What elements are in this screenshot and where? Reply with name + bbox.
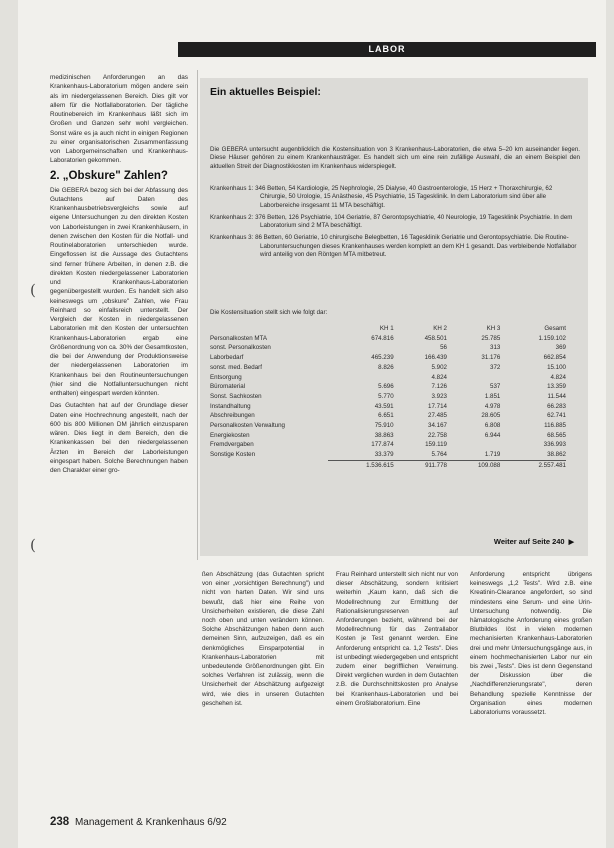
text-column-center: ßen Abschätzung (das Gutachten spricht von einer „vorsichtigen Berechnung") und nicht von harten Daten. Wir sind uns bewußt, daß hier eine Reihe von Unsicherheiten existieren, die diese Zahl noch oben und unten verändern können. Solche Abschätzungen haben denn auch demeinen Sinn, aufzuzeigen, daß es ein denkmögliches Einsparpotential in Krankenhaus-Laboratorien mit unbedeutende Größenordnungen gibt. Ein solches Verfahren ist zulässig, wenn die Unsicherheit der Abschätzung aufgezeigt wird, wie dies in unseren Gutachten geschehen ist. bbox=[202, 571, 324, 707]
cost-value: 369 bbox=[555, 344, 566, 352]
column-divider bbox=[197, 70, 198, 560]
row-label: Abschreibungen bbox=[210, 412, 255, 420]
cost-value: 674.816 bbox=[371, 334, 394, 342]
cost-value: 6.651 bbox=[378, 412, 394, 420]
cost-value bbox=[328, 343, 394, 353]
cost-value: 159.119 bbox=[425, 441, 447, 449]
cost-value: 116.885 bbox=[544, 422, 566, 430]
box-title: Ein aktuelles Beispiel: bbox=[210, 86, 321, 98]
table-header-cell: KH 2 bbox=[433, 325, 447, 332]
cost-value: 5.770 bbox=[378, 392, 394, 400]
cost-value: 62.741 bbox=[547, 412, 566, 420]
cost-value: 465.239 bbox=[371, 354, 394, 362]
cost-value: 4.978 bbox=[484, 402, 501, 410]
row-label: Instandhaltung bbox=[210, 402, 251, 410]
continuation-text: Weiter auf Seite 240 bbox=[493, 537, 565, 546]
text-column-far-right: Anforderung entspricht übrigens keineswegs „1,2 Tests". Wird z.B. eine Kreatinin-Clearance angefordert, so sind mindestens eine Serum- und eine Urin-Untersuchung notwendig. Die hämatologische Anforderung eines großen Blutbildes löst in vielen modernen mechanisierten Krankenhaus-Laboratorien drei und mehr Untersuchungsgänge aus, in einem hochmechanisierten Labor nur ein bis zwei „Tests". Dies ist denn Gegenstand der Diskussion über die „Nachdifferenzierungsrate", deren Behandlung spezielle Kenntnisse der Organisation eines modernen Laboratoriums voraussetzt. bbox=[470, 571, 592, 717]
row-label: Personalkosten MTA bbox=[210, 334, 267, 342]
journal-name: Management & Krankenhaus 6/92 bbox=[74, 817, 227, 828]
box-intro: Die GEBERA untersucht augenblicklich die Kostensituation von 3 Krankenhaus-Laboratorien, die etwa 5–20 km auseinander liegen. Diese Häuser gehören zu einem Krankenhausträger. Es handelt sich um eine rein zufällige Auswahl, die an einem Beispiel den aktuellen Streit der Diagnostikkosten im Krankenhaus widerspiegelt. bbox=[210, 146, 580, 170]
cost-value: 25.785 bbox=[481, 334, 501, 342]
cost-value: 43.591 bbox=[374, 402, 394, 410]
cost-value: 313 bbox=[490, 344, 501, 352]
section-heading: 2. „Obskure" Zahlen? bbox=[50, 169, 168, 182]
table-row bbox=[210, 373, 566, 383]
table-header-cell: KH 1 bbox=[379, 325, 394, 332]
table-header-row bbox=[210, 324, 566, 334]
cost-value: 34.167 bbox=[428, 422, 447, 430]
cost-value: 6.808 bbox=[484, 422, 501, 430]
hospital-entry bbox=[210, 214, 580, 231]
table-row bbox=[210, 450, 566, 460]
cost-value: 5.696 bbox=[378, 383, 394, 391]
hospital-entry bbox=[210, 185, 580, 210]
cost-value: 17.714 bbox=[428, 402, 447, 410]
punch-hole-mark: ( bbox=[30, 536, 36, 554]
cost-value: 458.501 bbox=[424, 334, 447, 342]
table-row bbox=[210, 392, 566, 402]
total-value: 1.536.615 bbox=[328, 460, 394, 470]
row-label: Sonst. Sachkosten bbox=[210, 392, 262, 400]
row-label: Laborbedarf bbox=[210, 354, 244, 362]
cost-value: 4.824 bbox=[550, 373, 566, 381]
cost-value bbox=[447, 440, 500, 450]
intro-paragraph: medizinischen Anforderungen an das Krankenhaus-Laboratorium mögen andere sein als im niedergelassenen Bereich. Dies gilt vor allem für die Notfallaboratorien. Der tägliche Routinebereich im Krankenhaus läßt sich im Großen und Ganzen sehr wohl vergleichen. Sonst wäre es ja auch nicht in einigen Regionen zu einer organisatorischen Zusammenfassung von Laborgemeinschaften und Krankenhaus-Laboratorien gekommen. bbox=[50, 74, 188, 165]
cost-value: 68.565 bbox=[547, 431, 566, 439]
hospital-text: 346 Betten, 54 Kardiologie, 25 Nephrologie, 25 Dialyse, 40 Gastroenterologie, 15 Herz + Thoraxchirurgie, 62 Chirurgie, 50 Urologie, 15 Anästhesie, 45 Psychiatrie, 15 Tagesklinik. In dem Laboratorium sind über alle Laborbereiche insgesamt 11 MTA beschäftigt. bbox=[255, 185, 553, 209]
table-row bbox=[210, 431, 566, 441]
table-row bbox=[210, 440, 566, 450]
cost-value bbox=[447, 373, 500, 383]
cost-value: 166.439 bbox=[424, 354, 447, 362]
table-header-cell: KH 3 bbox=[486, 325, 501, 332]
cost-value bbox=[328, 373, 394, 383]
cost-value: 5.764 bbox=[431, 451, 447, 459]
row-label: Personalkosten Verwaltung bbox=[210, 422, 285, 430]
hospital-list bbox=[210, 185, 580, 263]
continuation-note bbox=[494, 537, 574, 546]
total-row bbox=[210, 460, 566, 470]
hospital-text: 86 Betten, 60 Geriatrie, 10 chirurgische Belegbetten, 16 Tagesklinik Geriatrie und Gerontopsychiatrie. Die Routine-Laboruntersuchungen dieses Krankenhauses werden komplett an dem KH 1 gesandt. Das verbleibende Notfallabor wird anteilig von den Röntgen MTA mitbetreut. bbox=[255, 234, 577, 259]
row-label: Büromaterial bbox=[210, 383, 246, 391]
cost-value: 28.605 bbox=[481, 412, 501, 420]
table-row bbox=[210, 353, 566, 363]
cost-value: 1.851 bbox=[484, 392, 501, 400]
punch-hole-mark: ( bbox=[30, 281, 36, 299]
cost-value: 7.126 bbox=[431, 383, 447, 391]
hospital-label: Krankenhaus 3: bbox=[210, 234, 254, 242]
text-column-right: Frau Reinhard unterstellt sich nicht nur von dieser Abschätzung, sondern kritisiert weiterhin „Kaum kann, daß sich die Modellrechnung zur Ermittlung der Rationalisierungsreserven auf Anforderungen bezieht, während bei der Modellrechnung für das Zentrallabor Kosten je Test genannt werden. Eine Anforderung entspricht ca. 1,2 Tests". Dies ist unbedingt wiedergegeben und entspricht zudem einer begrifflichen Verwirrung. Direkt verglichen wurden in dem Gutachten z.B. die Durchschnittskosten pro Analyse bei Krankenhaus-Laboratorien und bei einem Großlaboratorium. Eine bbox=[336, 571, 458, 707]
body-paragraph: Die GEBERA bezog sich bei der Abfassung des Gutachtens auf Daten des Krankenhausbetriebsvergleichs sowie auf eigene Untersuchungen zu den direkten Kosten von Laborleistungen in zwei Krankenhäusern, in denen zwischen den Kosten für die Notfall- und Routinelaboratorien unterschieden wurde. Eingeflossen ist die Aussage des Gutachtens sind ferner frühere Arbeiten, in denen z.B. die direkten Kosten niedergelassener Laboratorien und Krankenhaus-Laboratorien gegenübergestellt wurden. Es handelt sich also keineswegs um „obskure" Zahlen, wie Frau Reinhard so einfallsreich unterstellt. Der Vergleich der Kosten in niedergelassenen Laboratorien mit den Kosten der untersuchten Krankenhaus-Laboratorien ergab eine Größenordnung von ca. 30% der Gesamtkosten, die bei der Anwendung der Produktionsweise der niedergelassenen Laboratorien im Krankenhaus bei den Routineuntersuchungen (hier sind die Notfalluntersuchungen nicht enthalten) eingespart werden könnten. bbox=[50, 186, 188, 397]
cost-value: 5.902 bbox=[431, 363, 447, 371]
table-row bbox=[210, 421, 566, 431]
total-label bbox=[210, 460, 328, 470]
row-label: Sonstige Kosten bbox=[210, 451, 256, 459]
cost-value: 662.854 bbox=[543, 354, 566, 362]
hospital-entry bbox=[210, 234, 580, 259]
table-caption: Die Kostensituation stellt sich wie folgt dar: bbox=[210, 309, 328, 316]
row-label: sonst. med. Bedarf bbox=[210, 363, 262, 371]
table-row bbox=[210, 382, 566, 392]
cost-value: 66.283 bbox=[547, 402, 566, 410]
cost-value: 336.993 bbox=[543, 441, 566, 449]
row-label: Energiekosten bbox=[210, 431, 250, 439]
total-value: 109.088 bbox=[447, 460, 500, 470]
left-column bbox=[50, 73, 188, 478]
cost-value: 3.923 bbox=[431, 392, 447, 400]
cost-value: 8.826 bbox=[378, 363, 394, 371]
row-label: sonst. Personalkosten bbox=[210, 344, 271, 352]
total-value: 911.778 bbox=[394, 460, 447, 470]
page-footer bbox=[50, 816, 227, 828]
table-header-cell bbox=[210, 324, 328, 334]
cost-value: 15.100 bbox=[547, 363, 566, 371]
section-banner: LABOR bbox=[178, 42, 596, 57]
cost-value: 6.944 bbox=[484, 431, 501, 439]
cost-value: 31.176 bbox=[481, 354, 501, 362]
cost-value: 177.874 bbox=[371, 441, 394, 449]
cost-value: 537 bbox=[490, 383, 501, 391]
row-label: Fremdvergaben bbox=[210, 441, 254, 449]
cost-value: 13.359 bbox=[547, 383, 566, 391]
hospital-text: 376 Betten, 126 Psychiatrie, 104 Geriatrie, 87 Gerontopsychiatrie, 40 Neurologie, 19 Tagesklinik Psychiatrie. In dem Laboratorium sind 2 MTA beschäftigt. bbox=[255, 213, 573, 230]
cost-value: 33.379 bbox=[374, 451, 394, 459]
table-row bbox=[210, 402, 566, 412]
cost-value: 38.863 bbox=[374, 431, 394, 439]
table-row bbox=[210, 343, 566, 353]
cost-value: 38.862 bbox=[547, 451, 566, 459]
cost-value: 4.824 bbox=[431, 373, 447, 381]
table-header-cell: Gesamt bbox=[544, 325, 566, 332]
hospital-label: Krankenhaus 1: bbox=[210, 185, 254, 192]
cost-value: 22.758 bbox=[428, 431, 447, 439]
cost-value: 75.910 bbox=[374, 422, 394, 430]
cost-value: 27.485 bbox=[428, 412, 447, 420]
cost-value: 1.719 bbox=[484, 451, 501, 459]
table-row bbox=[210, 363, 566, 373]
page-number: 238 bbox=[50, 816, 70, 828]
cost-table bbox=[210, 324, 566, 471]
hospital-label: Krankenhaus 2: bbox=[210, 213, 254, 221]
triangle-right-icon: ▶ bbox=[568, 539, 574, 546]
total-value: 2.557.481 bbox=[500, 460, 566, 470]
row-label: Entsorgung bbox=[210, 373, 242, 381]
cost-value: 56 bbox=[440, 344, 447, 352]
cost-value: 372 bbox=[490, 363, 501, 371]
example-box bbox=[200, 78, 588, 556]
cost-value: 1.159.102 bbox=[538, 334, 566, 342]
table-row bbox=[210, 411, 566, 421]
body-paragraph: Das Gutachten hat auf der Grundlage dieser Daten eine Hochrechnung angestellt, nach der 600 bis 800 Millionen DM jährlich einzusparen wären. Dies liegt in dem Bereich, den die Krankenkassen bei den niedergelassenen Ärzten im Bereich der Laborleistungen eingespart haben. Solche Berechnungen haben den Charakter einer gro- bbox=[50, 402, 188, 474]
cost-value: 11.544 bbox=[547, 392, 566, 400]
table-row bbox=[210, 334, 566, 344]
